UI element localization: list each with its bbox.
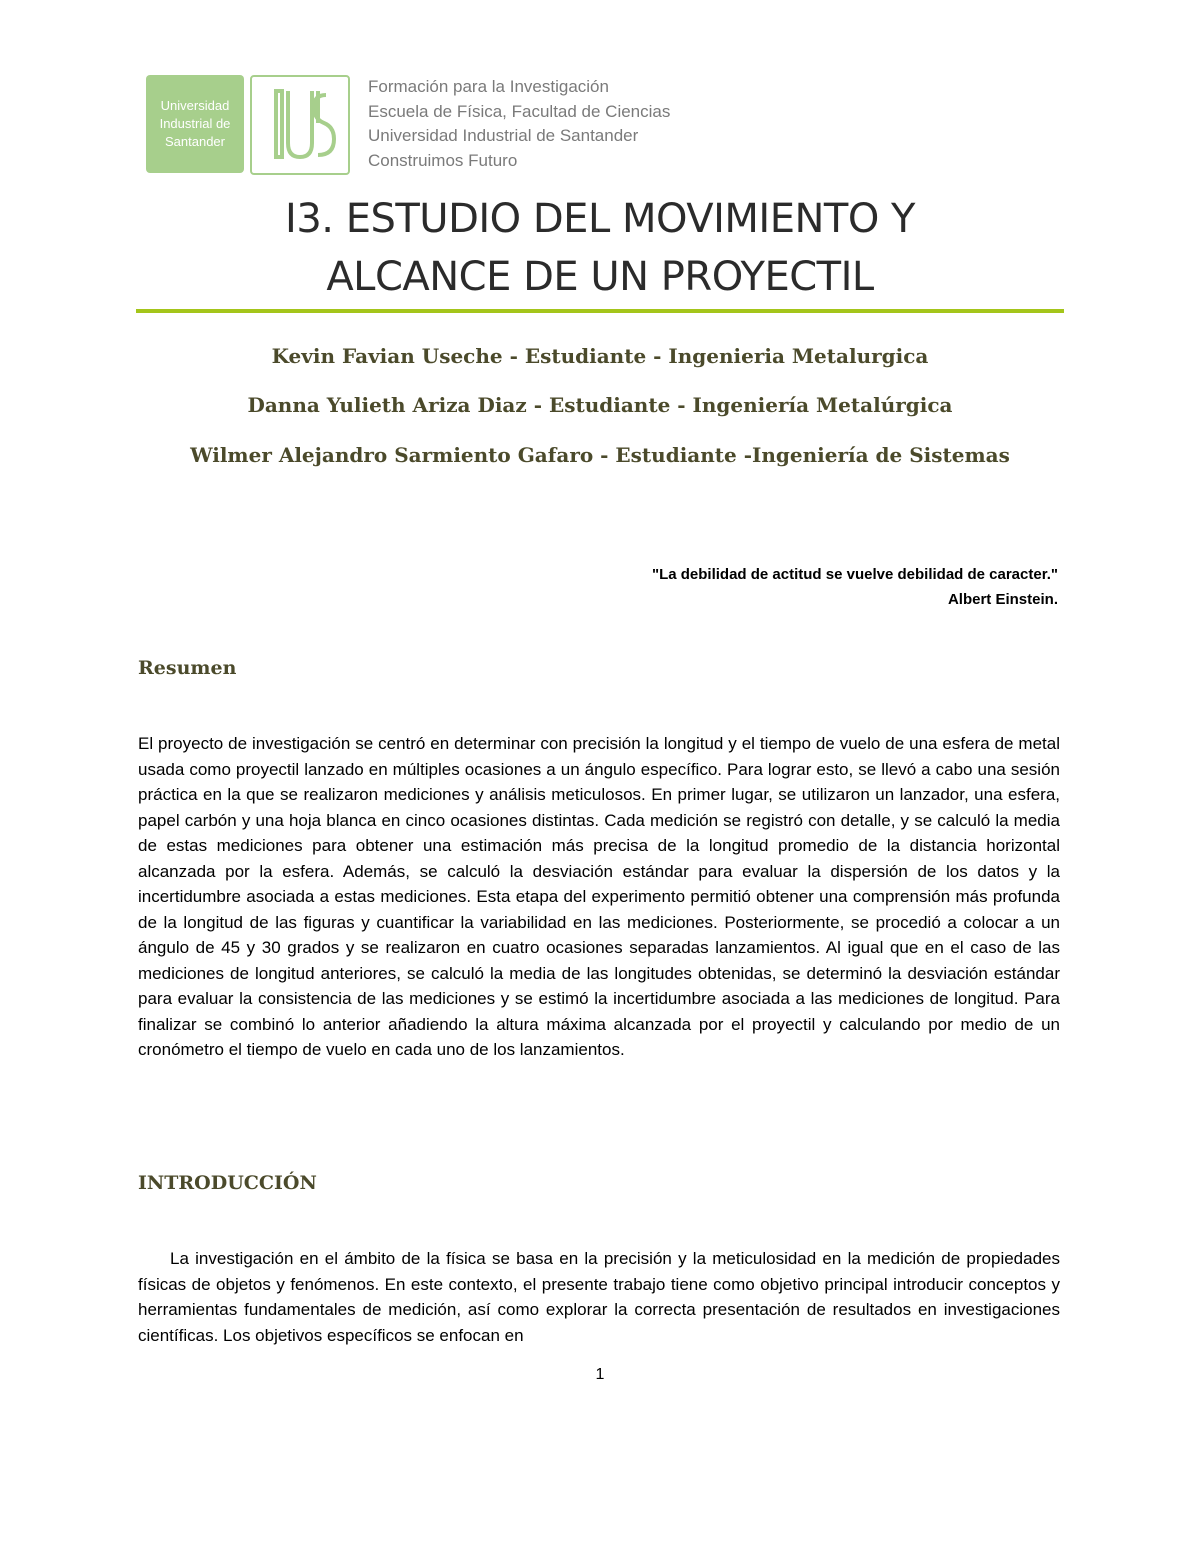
author-line: Wilmer Alejandro Sarmiento Gafaro - Estudiante -Ingeniería de Sistemas [190, 443, 1010, 467]
uis-emblem-icon [250, 75, 350, 175]
page-number: 1 [595, 1366, 605, 1383]
header-line: Formación para la Investigación [368, 77, 609, 96]
document-title [136, 190, 1064, 306]
epigraph-author: Albert Einstein. [947, 591, 1058, 608]
header-text-block [368, 75, 768, 173]
title-line-2: ALCANCE DE UN PROYECTIL [326, 254, 874, 300]
author-line: Danna Yulieth Ariza Diaz - Estudiante - Ingeniería Metalúrgica [247, 393, 953, 417]
resumen-paragraph: El proyecto de investigación se centró en determinar con precisión la longitud y el tiempo de vuelo de una esfera de metal usada como proyectil lanzado en múltiples ocasiones a un ángulo específico. Para lograr esto, se llevó a cabo una sesión práctica en la que se realizaron mediciones y análisis meticulosos. En primer lugar, se utilizaron un lanzador, una esfera, papel carbón y una hoja blanca en cinco ocasiones distintas. Cada medición se registró con detalle, y se calculó la media de estas mediciones para obtener una estimación más precisa de la longitud promedio de la distancia horizontal alcanzada por la esfera. Además, se calculó la desviación estándar para evaluar la dispersión de los datos y la incertidumbre asociada a estas mediciones. Esta etapa del experimento permitió obtener una comprensión más profunda de la longitud de las figuras y cuantificar la variabilidad en las mediciones. Posteriormente, se procedió a colocar a un ángulo de 45 y 30 grados y se realizaron en cuatro ocasiones separadas lanzamientos. Al igual que en el caso de las mediciones de longitud anteriores, se calculó la media de las longitudes obtenidas, se determinó la desviación estándar para evaluar la consistencia de las mediciones y se estimó la incertidumbre asociada a las mediciones de longitud. Para finalizar se combinó lo anterior añadiendo la altura máxima alcanzada por el proyectil y calculando por medio de un cronómetro el tiempo de vuelo en cada uno de los lanzamientos. [138, 734, 1060, 1059]
title-line-1: I3. ESTUDIO DEL MOVIMIENTO Y [285, 196, 915, 242]
section-heading-introduccion: INTRODUCCIÓN [138, 1172, 317, 1194]
epigraph-text: "La debilidad de actitud se vuelve debilidad de caracter." [651, 566, 1058, 583]
title-divider [136, 309, 1064, 313]
university-logo [146, 75, 244, 173]
header-line: Escuela de Física, Facultad de Ciencias [368, 101, 671, 121]
university-logo-text: Universidad Industrial de Santander [159, 98, 231, 149]
section-heading-resumen: Resumen [138, 657, 237, 679]
introduccion-paragraph: La investigación en el ámbito de la física se basa en la precisión y la meticulosidad en la medición de propiedades físicas de objetos y fenómenos. En este contexto, el presente trabajo tiene como objetivo principal introducir conceptos y herramientas fundamentales de medición, así como explorar la correcta presentación de resultados en investigaciones científicas. Los objetivos específicos se enfocan en [138, 1249, 1060, 1345]
header-line: Construimos Futuro [368, 150, 518, 170]
author-line: Kevin Favian Useche - Estudiante - Ingenieria Metalurgica [271, 344, 929, 368]
header-line: Universidad Industrial de Santander [368, 126, 639, 145]
epigraph [652, 562, 1058, 612]
